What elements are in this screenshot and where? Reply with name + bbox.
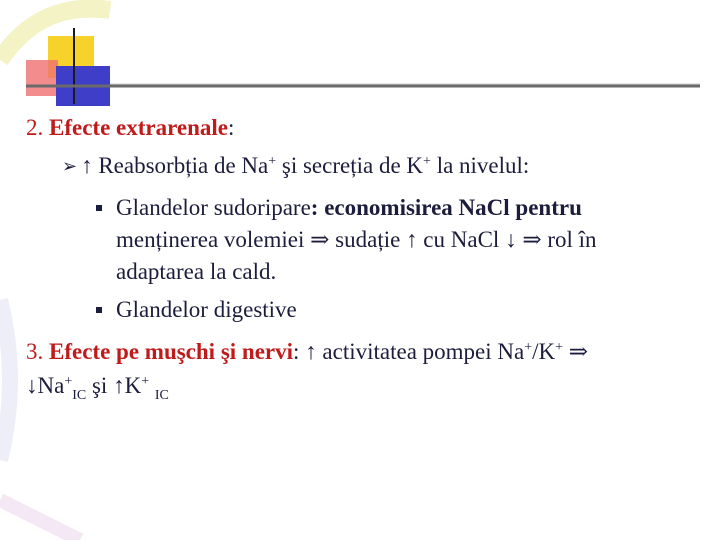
secretion-text: şi secreția de K xyxy=(276,153,424,178)
sweat-glands-line2: menținerea volemiei ⇒ sudație ↑ cu NaCl ↓ ⇒ rol în xyxy=(116,227,597,252)
heading-2 xyxy=(26,114,234,142)
level-text: la nivelul: xyxy=(430,153,530,178)
na-charge: + xyxy=(524,340,533,355)
sub-item-reabsorption xyxy=(62,152,529,184)
heading-3-number: 3. xyxy=(26,339,44,364)
heading-2-title: Efecte extrarenale xyxy=(49,115,229,140)
heading-3 xyxy=(26,338,588,370)
heading-2-number: 2. xyxy=(26,115,44,140)
na-charge: + xyxy=(268,154,277,169)
square-bullet-icon xyxy=(96,307,102,313)
pump-activity-text: ↑ activitatea pompei Na xyxy=(299,339,525,364)
arrowhead-bullet-icon: ➢ xyxy=(62,156,78,177)
k-label: /K xyxy=(532,339,556,364)
reabsorption-text: Reabsorbția de Na xyxy=(98,153,269,178)
implies-arrow-icon: ⇒ xyxy=(563,339,589,364)
square-bullet-icon xyxy=(96,205,102,211)
background-swirl xyxy=(0,9,110,60)
red-square xyxy=(26,60,58,96)
heading-2-colon: : xyxy=(228,115,235,140)
digestive-glands-label: Glandelor digestive xyxy=(116,297,297,322)
ic-subscript: IC xyxy=(72,388,87,403)
blue-square xyxy=(56,66,110,106)
na-charge: + xyxy=(64,374,73,389)
heading-3-line2 xyxy=(26,372,169,404)
sweat-glands-line1: : economisirea NaCl pentru xyxy=(310,195,582,220)
sweat-glands-line3: adaptarea la cald. xyxy=(116,259,277,284)
yellow-square xyxy=(48,36,94,78)
ic-subscript: IC xyxy=(154,388,169,403)
heading-3-colon: : xyxy=(293,339,300,364)
up-arrow-icon: ↑ xyxy=(81,153,93,178)
bullet-digestive-glands xyxy=(96,296,297,324)
bullet-sweat-glands xyxy=(96,194,582,222)
k-up-text: şi ↑K xyxy=(86,373,142,398)
k-charge: + xyxy=(423,154,431,169)
background-swirl xyxy=(0,500,80,540)
sweat-glands-label: Glandelor sudoripare xyxy=(116,195,311,220)
k-charge: + xyxy=(141,374,150,389)
na-down-text: ↓Na xyxy=(26,373,65,398)
heading-3-title: Efecte pe muşchi şi nervi xyxy=(49,339,294,364)
background-swirl xyxy=(0,300,10,460)
k-charge: + xyxy=(555,340,564,355)
